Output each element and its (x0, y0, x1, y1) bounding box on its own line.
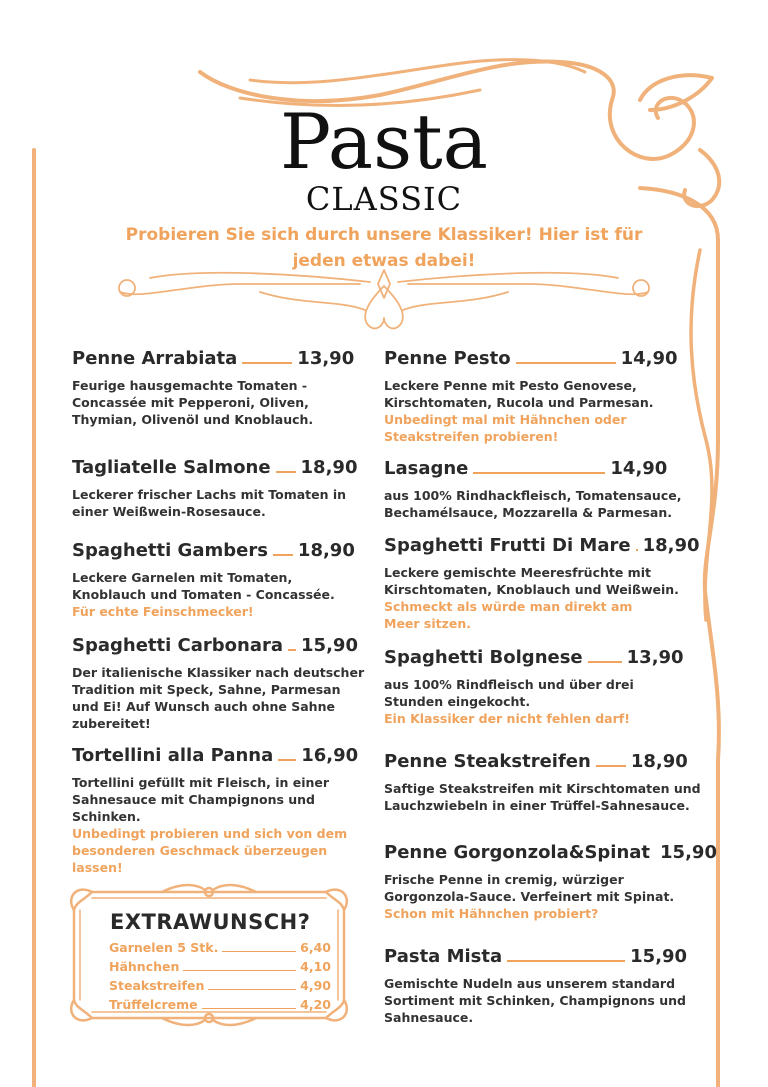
page-subtitle: CLASSIC (305, 180, 463, 218)
item-name: Lasagne (384, 458, 469, 479)
price-leader (183, 970, 296, 971)
price-leader (208, 989, 296, 990)
item-name: Pasta Mista (384, 946, 503, 967)
item-description: aus 100% Rindhackfleisch, Tomatensauce, Bechamélsauce, Mozzarella & Parmesan. (384, 488, 682, 520)
price-leader (636, 549, 638, 551)
item-description: Leckere Garnelen mit Tomaten, Knoblauch und Tomaten - Concassée. (72, 570, 335, 602)
menu-item (384, 458, 710, 521)
item-name: Tortellini alla Panna (72, 745, 274, 766)
price-leader (507, 960, 625, 962)
item-note: Schon mit Hähnchen probiert? (384, 906, 599, 921)
menu-item (384, 751, 710, 814)
item-description: Gemischte Nudeln aus unserem standard Sortiment mit Schinken, Champignons und Sahnesauce. (384, 976, 686, 1025)
page-title: Pasta (280, 97, 488, 186)
item-name: Tagliatelle Salmone (72, 457, 271, 478)
extra-name: Trüffelcreme (109, 997, 198, 1012)
item-price: 18,90 (297, 540, 355, 561)
extras-row (109, 959, 331, 974)
extras-box (62, 880, 356, 1030)
item-name: Penne Arrabiata (72, 348, 238, 369)
price-leader (588, 661, 622, 663)
item-description: Leckere Penne mit Pesto Genovese, Kirschtomaten, Rucola und Parmesan. (384, 378, 654, 410)
item-description: aus 100% Rindfleisch und über drei Stunden eingekocht. (384, 677, 634, 709)
extra-name: Hähnchen (109, 959, 180, 974)
item-note: Unbedingt probieren und sich von dem besonderen Geschmack überzeugen lassen! (72, 826, 348, 875)
extras-row (109, 940, 331, 955)
menu-item (384, 946, 714, 1026)
item-name: Penne Steakstreifen (384, 751, 591, 772)
price-leader (202, 1008, 296, 1009)
menu-item (384, 842, 717, 922)
price-leader (242, 362, 292, 364)
menu-item (72, 457, 362, 520)
item-price: 18,90 (300, 457, 358, 478)
item-price: 15,90 (301, 635, 358, 656)
extras-row (109, 978, 331, 993)
price-leader (276, 471, 296, 473)
item-name: Penne Gorgonzola&Spinat (384, 842, 651, 863)
extras-row (109, 997, 331, 1012)
item-description: Tortellini gefüllt mit Fleisch, in einer Sahnesauce mit Champignons und Schinken. (72, 775, 330, 824)
item-price: 14,90 (620, 348, 678, 369)
item-name: Spaghetti Gambers (72, 540, 268, 561)
menu-item (72, 348, 362, 428)
price-leader (288, 649, 296, 651)
price-leader (273, 554, 293, 556)
menu-item (384, 647, 710, 727)
item-price: 18,90 (642, 535, 700, 556)
item-name: Spaghetti Bolgnese (384, 647, 583, 668)
menu-item (72, 745, 362, 876)
item-price: 15,90 (660, 842, 717, 863)
menu-item (384, 348, 710, 445)
menu-item (384, 535, 710, 632)
item-name: Spaghetti Carbonara (72, 635, 284, 656)
item-description: Saftige Steakstreifen mit Kirschtomaten und Lauchzwiebeln in einer Trüffel-Sahnesauce. (384, 781, 701, 813)
item-description: Leckere gemischte Meeresfrüchte mit Kirschtomaten, Knoblauch und Weißwein. (384, 565, 679, 597)
extra-price: 4,90 (300, 978, 331, 993)
price-leader (596, 765, 626, 767)
extras-title: EXTRAWUNSCH? (110, 910, 311, 934)
item-note: Unbedingt mal mit Hähnchen oder Steakstreifen probieren! (384, 412, 627, 444)
price-leader (278, 759, 296, 761)
item-name: Spaghetti Frutti Di Mare (384, 535, 631, 556)
tagline: Probieren Sie sich durch unsere Klassiker! Hier ist für jeden etwas dabei! (125, 225, 643, 271)
item-price: 14,90 (610, 458, 668, 479)
item-name: Penne Pesto (384, 348, 511, 369)
item-description: Leckerer frischer Lachs mit Tomaten in einer Weißwein-Rosesauce. (72, 487, 347, 519)
price-leader (222, 951, 296, 952)
extra-price: 4,20 (300, 997, 331, 1012)
item-price: 13,90 (297, 348, 355, 369)
extra-price: 6,40 (300, 940, 331, 955)
menu-item (72, 635, 368, 732)
menu-item (72, 540, 362, 620)
item-description: Der italienische Klassiker nach deutscher Tradition mit Speck, Sahne, Parmesan und Ei! Auf Wunsch auch ohne Sahne zubereitet! (72, 665, 365, 731)
item-note: Schmeckt als würde man direkt am Meer sitzen. (384, 599, 633, 631)
extra-name: Garnelen 5 Stk. (109, 940, 219, 955)
center-ornament (119, 270, 649, 328)
item-price: 18,90 (630, 751, 688, 772)
item-note: Für echte Feinschmecker! (72, 604, 254, 619)
item-description: Frische Penne in cremig, würziger Gorgonzola-Sauce. Verfeinert mit Spinat. (384, 872, 675, 904)
extra-name: Steakstreifen (109, 978, 205, 993)
price-leader (516, 362, 616, 364)
item-price: 16,90 (301, 745, 359, 766)
item-price: 13,90 (626, 647, 684, 668)
price-leader (473, 472, 605, 474)
item-description: Feurige hausgemachte Tomaten - Concassée mit Pepperoni, Oliven, Thymian, Olivenöl und Knoblauch. (72, 378, 314, 427)
item-price: 15,90 (630, 946, 688, 967)
item-note: Ein Klassiker der nicht fehlen darf! (384, 711, 630, 726)
extra-price: 4,10 (300, 959, 331, 974)
